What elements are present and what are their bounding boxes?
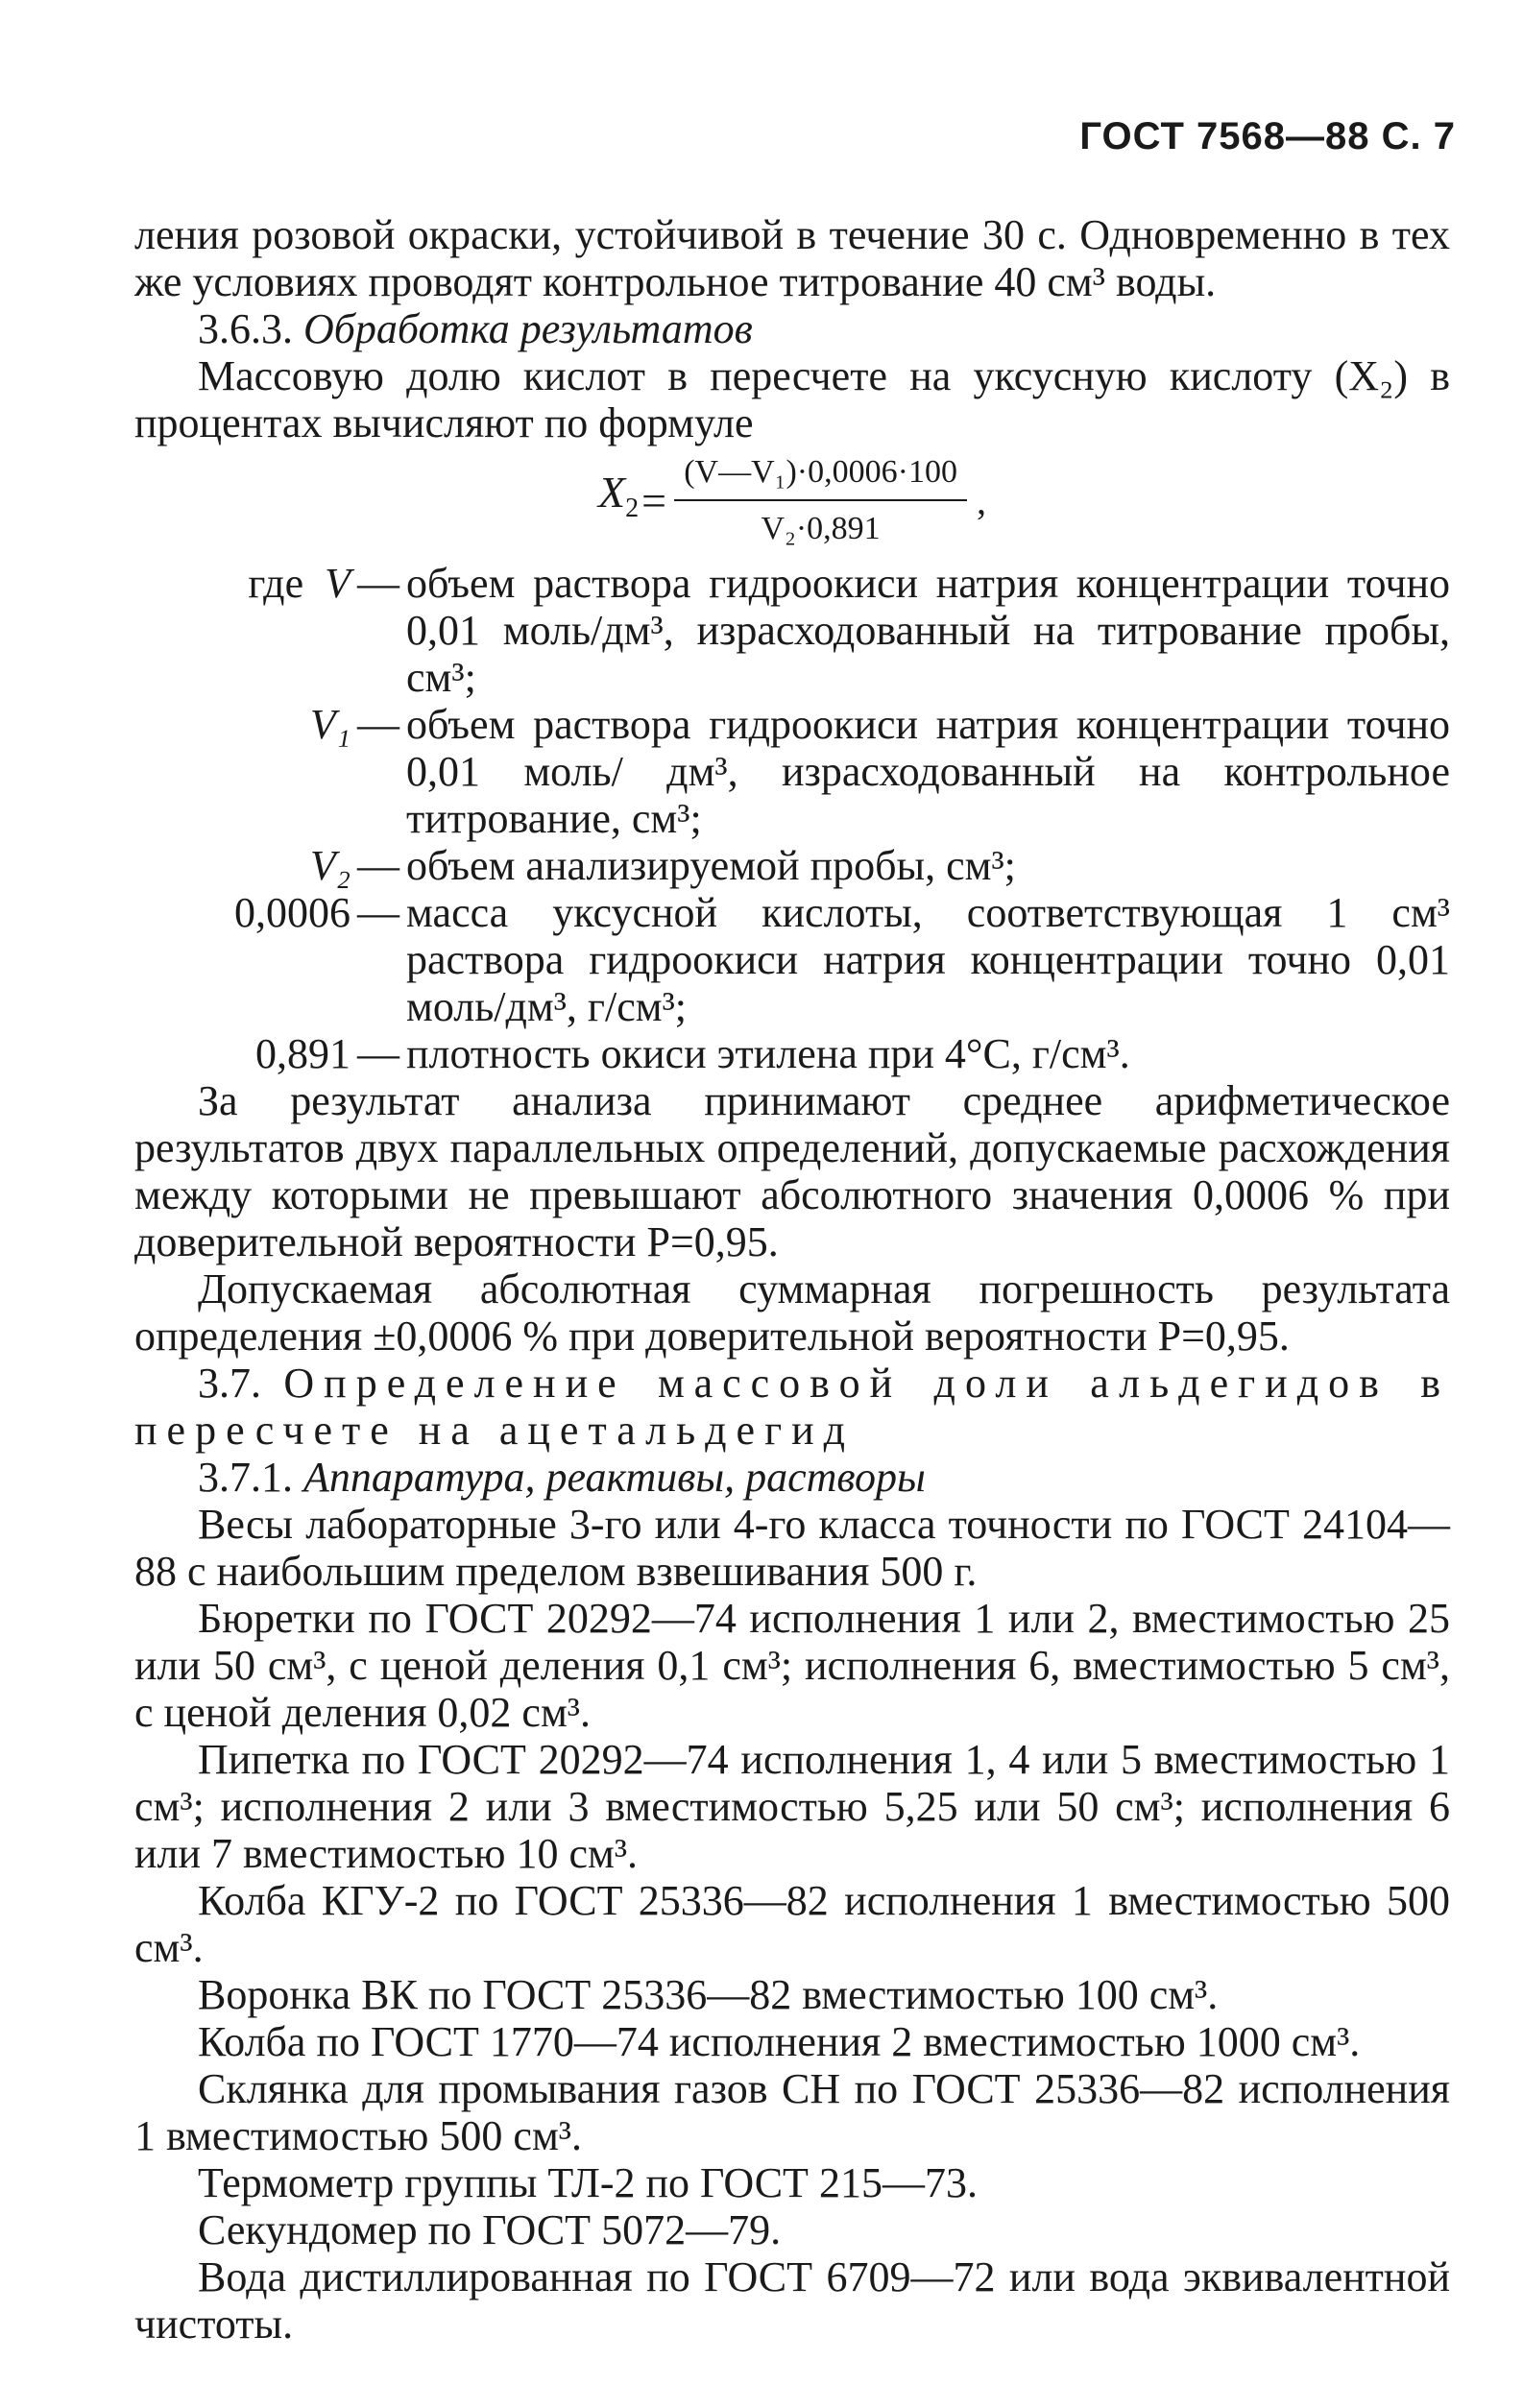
definition-item — [134, 560, 1450, 701]
equipment-item: Весы лабораторные 3-го или 4-го класса точности по ГОСТ 24104—88 с наибольшим пределом взвешивания 500 г. — [134, 1501, 1450, 1595]
definition-symbol: V₂ — [309, 842, 351, 889]
definition-item — [134, 889, 1450, 1030]
formula-lhs: $X_2$ — [598, 467, 640, 524]
formula-equals: = — [639, 475, 669, 525]
definition-dash: — — [357, 701, 399, 748]
section-37-heading — [134, 1360, 1450, 1454]
definitions-list — [134, 560, 1450, 1077]
definition-item — [134, 1030, 1450, 1077]
equipment-item: Колба КГУ-2 по ГОСТ 25336—82 исполнения 1 вместимостью 500 см³. — [134, 1877, 1450, 1971]
definition-dash: — — [357, 1030, 399, 1077]
equipment-item: Секундомер по ГОСТ 5072—79. — [198, 2206, 782, 2253]
equipment-item: Склянка для промывания газов СН по ГОСТ 25336—82 исполнения 1 вместимостью 500 см³. — [134, 2065, 1450, 2159]
page-header: ГОСТ 7568—88 С. 7 — [1079, 115, 1456, 157]
formula — [134, 450, 1450, 550]
definition-symbol: 0,0006 — [234, 889, 351, 936]
intro-paragraph: ления розовой окраски, устойчивой в течение 30 с. Одновременно в тех же условиях проводят контрольное титрование 40 см³ воды. — [134, 211, 1450, 305]
equipment-item: Вода дистиллированная по ГОСТ 6709—72 или вода эквивалентной чистоты. — [134, 2253, 1450, 2348]
definition-text: объем раствора гидроокиси натрия концентрации точно 0,01 моль/ дм³, израсходованный на контрольное титрование, см³; — [406, 701, 1450, 842]
section-363-number: 3.6.3. — [198, 305, 293, 352]
definition-dash: — — [357, 560, 399, 607]
equipment-item: Бюретки по ГОСТ 20292—74 исполнения 1 или 2, вместимостью 25 или 50 см³, с ценой деления 0,1 см³; исполнения 6, вместимостью 5 см³, с ценой деления 0,02 см³. — [134, 1595, 1450, 1736]
equipment-item: Пипетка по ГОСТ 20292—74 исполнения 1, 4 или 5 вместимостью 1 см³; исполнения 2 или 3 вместимостью 5,25 или 50 см³; исполнения 6 или 7 вместимостью 10 см³. — [134, 1736, 1450, 1877]
equipment-item: Колба по ГОСТ 1770—74 исполнения 2 вместимостью 1000 см³. — [198, 2018, 1361, 2065]
definition-prefix: где — [248, 560, 304, 607]
definition-text: объем анализируемой пробы, см³; — [406, 842, 1016, 889]
equipment-item: Термометр группы ТЛ-2 по ГОСТ 215—73. — [198, 2159, 978, 2206]
definition-symbol: V₁ — [309, 701, 351, 748]
definition-item — [134, 701, 1450, 842]
definition-symbol: 0,891 — [255, 1030, 351, 1077]
equipment-item: Воронка ВК по ГОСТ 25336—82 вместимостью 100 см³. — [198, 1971, 1219, 2018]
section-37-title: Определение массовой доли альдегидов в пересчете на ацетальдегид — [134, 1360, 1450, 1454]
result-paragraph: За результат анализа принимают среднее арифметическое результатов двух параллельных определений, допускаемые расхождения между которыми не превышают абсолютного значения 0,0006 % при доверительной вероятности P=0,95. — [134, 1077, 1450, 1265]
definition-dash: — — [357, 889, 399, 936]
definition-text: масса уксусной кислоты, соответствующая 1 см³ раствора гидроокиси натрия концентрации точно 0,01 моль/дм³, г/см³; — [406, 889, 1450, 1030]
section-371-heading — [134, 1454, 1450, 1501]
definition-dash: — — [357, 842, 399, 889]
definition-text: объем раствора гидроокиси натрия концентрации точно 0,01 моль/дм³, израсходованный на титрование пробы, см³; — [406, 560, 1450, 701]
section-363-title: Обработка результатов — [303, 305, 753, 352]
section-371-number: 3.7.1. — [198, 1454, 293, 1501]
document-body — [134, 211, 1450, 2348]
formula-numerator: (V—V₁)·0,0006·100 — [674, 448, 967, 501]
definition-symbol: V — [325, 560, 351, 607]
formula-comma: , — [976, 478, 986, 522]
section-363-heading — [134, 305, 1450, 352]
formula-fraction — [674, 448, 967, 552]
section-371-title: Аппаратура, реактивы, растворы — [303, 1454, 926, 1501]
definition-text: плотность окиси этилена при 4°С, г/см³. — [406, 1030, 1130, 1077]
section-37-number: 3.7. — [198, 1360, 261, 1407]
section-363-intro: Массовую долю кислот в пересчете на уксусную кислоту (X₂) в процентах вычисляют по формуле — [134, 352, 1450, 446]
definition-item — [134, 842, 1450, 889]
error-paragraph: Допускаемая абсолютная суммарная погрешность результата определения ±0,0006 % при доверительной вероятности P=0,95. — [134, 1265, 1450, 1360]
formula-denominator: V₂·0,891 — [761, 511, 881, 546]
